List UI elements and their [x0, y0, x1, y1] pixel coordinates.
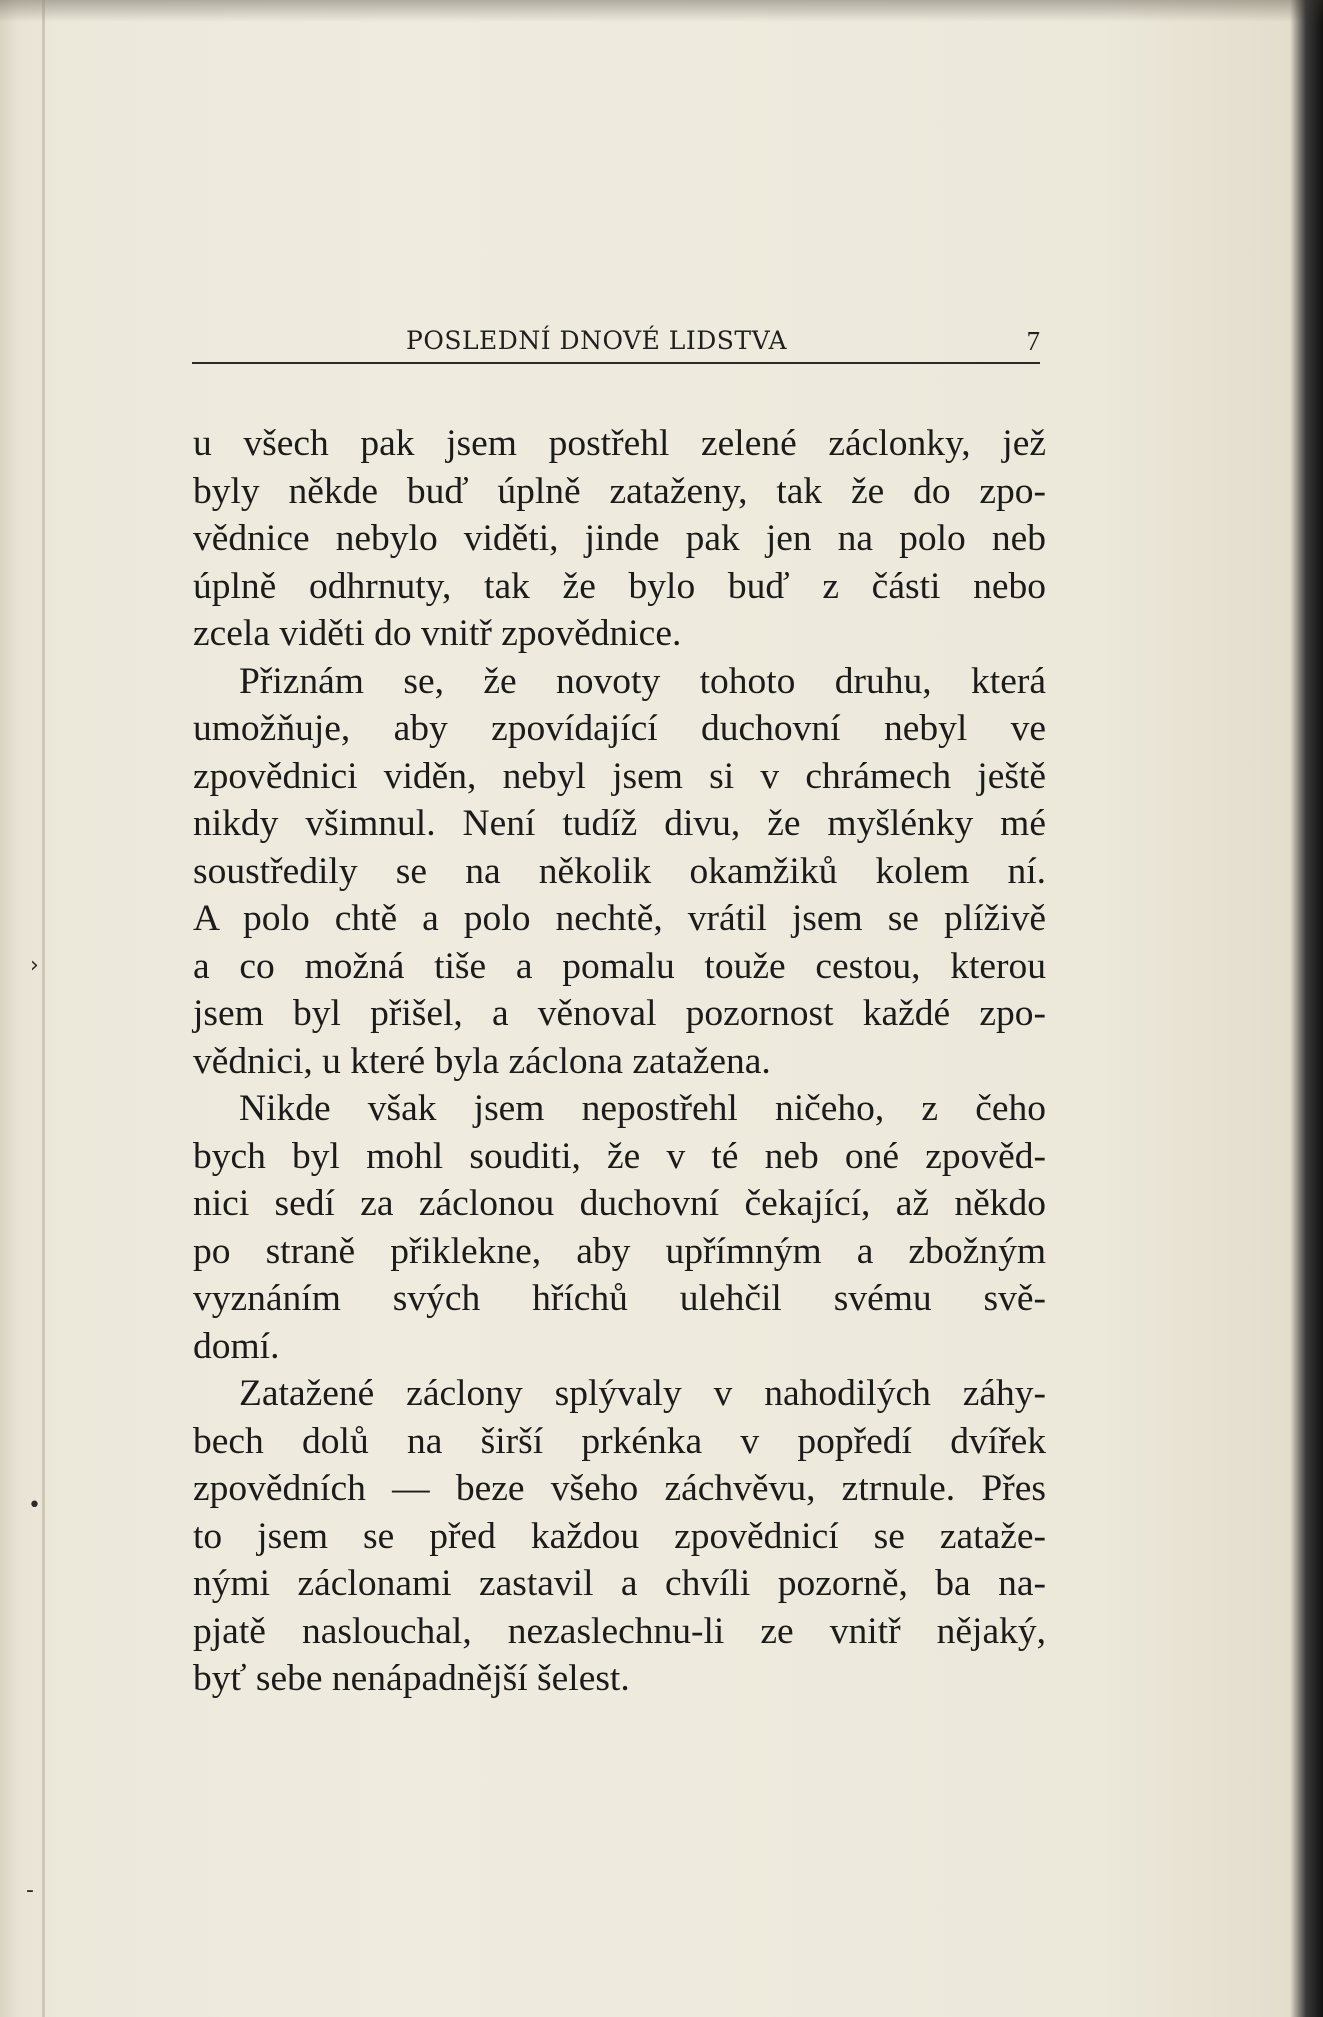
text-line: umožňuje, aby zpovídající duchovní nebyl ve: [193, 708, 1046, 749]
paragraph-2: [193, 658, 1046, 1086]
paragraph-3: [193, 1085, 1046, 1370]
text-line: po straně přiklekne, aby upřímným a zbožným: [193, 1230, 1046, 1272]
text-line: A polo chtě a polo nechtě, vrátil jsem se plíživě: [193, 898, 1046, 939]
text-line: a co možná tiše a pomalu touže cestou, kterou: [193, 945, 1046, 987]
text-line: Přiznám se, že novoty tohoto druhu, která: [239, 660, 1046, 702]
text-line: úplně odhrnuty, tak že bylo buď z části nebo: [193, 565, 1046, 607]
text-line: zcela viděti do vnitř zpovědnice.: [193, 613, 682, 654]
text-line: zpovědnici viděn, nebyl jsem si v chrámech ještě: [193, 755, 1046, 797]
page-number: 7: [1026, 326, 1040, 356]
text-line: zpovědních — beze všeho záchvěvu, ztrnule. Přes: [193, 1468, 1046, 1509]
text-line: u všech pak jsem postřehl zelené záclonky, jež: [193, 423, 1046, 464]
text-line: vyznáním svých hříchů ulehčil svému svě-: [193, 1278, 1046, 1319]
text-line: domí.: [193, 1325, 280, 1367]
text-line: to jsem se před každou zpovědnicí se zataže-: [193, 1515, 1046, 1557]
text-line: byly někde buď úplně zataženy, tak že do zpo-: [193, 470, 1046, 512]
text-line: bych byl mohl souditi, že v té neb oné zpověd-: [193, 1135, 1046, 1177]
paragraph-1: [193, 420, 1046, 658]
paragraph-4: [193, 1370, 1046, 1703]
text-line: Zatažené záclony splývaly v nahodilých záhy-: [239, 1373, 1046, 1414]
page-gutter: [42, 0, 45, 2017]
text-line: pjatě naslouchal, nezaslechnu-li ze vnitř nějaký,: [193, 1610, 1046, 1652]
body-text: [193, 420, 1046, 1703]
text-line: jsem byl přišel, a věnoval pozornost každé zpo-: [193, 993, 1046, 1034]
text-line: vědnici, u které byla záclona zatažena.: [193, 1040, 771, 1082]
margin-mark-1: ›: [30, 953, 39, 978]
margin-mark-2: •: [28, 1493, 41, 1518]
text-line: nikdy všimnul. Není tudíž divu, že myšlénky mé: [193, 803, 1046, 844]
text-line: Nikde však jsem nepostřehl ničeho, z čeho: [239, 1088, 1046, 1129]
text-line: byť sebe nenápadnější šelest.: [193, 1658, 630, 1699]
header-rule: [192, 362, 1040, 364]
margin-mark-3: -: [26, 1878, 34, 1903]
text-line: nými záclonami zastavil a chvíli pozorně, ba na-: [193, 1563, 1046, 1604]
text-line: nici sedí za záclonou duchovní čekající, až někdo: [193, 1183, 1046, 1224]
running-header: [192, 322, 1040, 366]
text-line: soustředily se na několik okamžiků kolem ní.: [193, 850, 1046, 892]
page-top-shadow: [0, 0, 1323, 22]
text-line: bech dolů na širší prkénka v popředí dvířek: [193, 1420, 1046, 1462]
running-header-title: POSLEDNÍ DNOVÉ LIDSTVA: [406, 326, 787, 355]
text-line: vědnice nebylo viděti, jinde pak jen na polo neb: [193, 518, 1046, 559]
